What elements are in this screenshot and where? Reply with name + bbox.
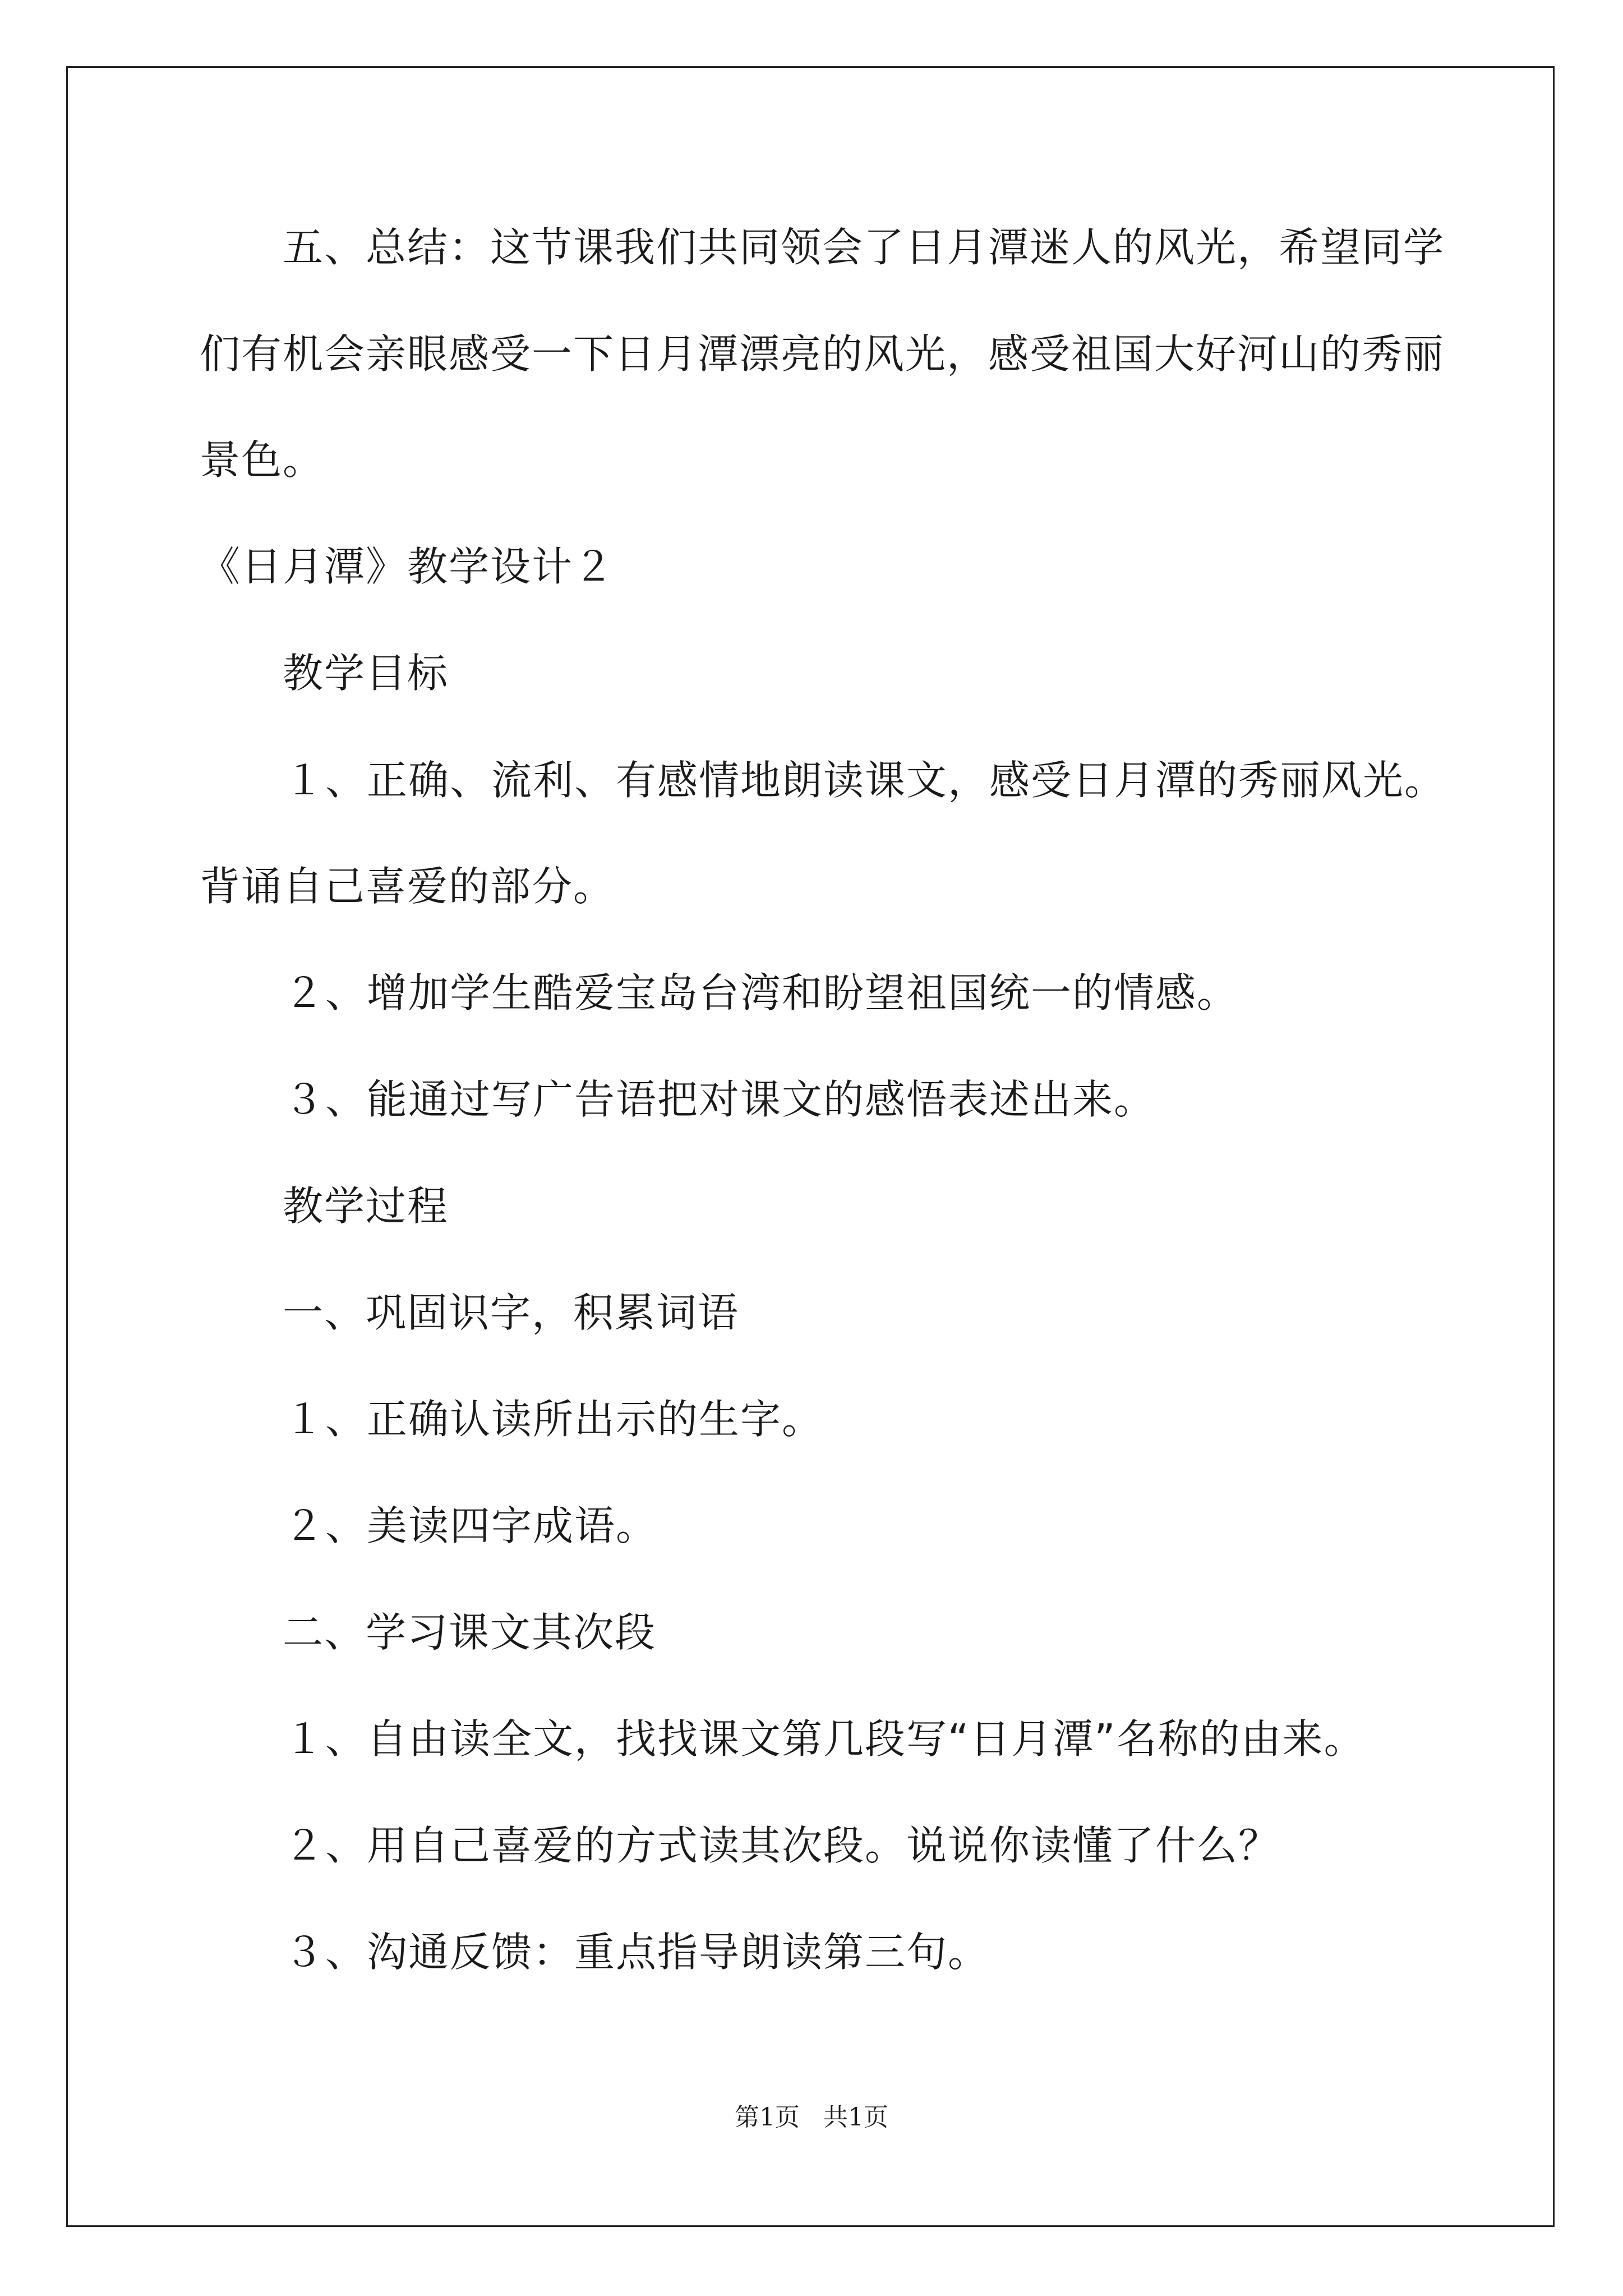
heading-teaching-process: 教学过程 — [283, 1182, 449, 1230]
step-2-heading: 二、学习课文其次段 — [283, 1609, 657, 1656]
step-2-item-1: １、自由读全文，找找课文第几段写“日月潭”名称的由来。 — [284, 1715, 1366, 1763]
current-page-number: 第1页 — [735, 2103, 800, 2132]
total-page-count: 共1页 — [823, 2103, 888, 2132]
page-border — [66, 66, 1555, 2227]
goal-item-3: ３、能通过写广告语把对课文的感悟表述出来。 — [284, 1076, 1156, 1123]
step-1-heading: 一、巩固识字，积累词语 — [283, 1289, 740, 1336]
step-2-item-3: ３、沟通反馈：重点指导朗读第三句。 — [284, 1929, 990, 1976]
section-title: 《日月潭》教学设计２ — [200, 543, 615, 590]
goal-item-1: １、正确、流利、有感情地朗读课文，感受日月潭的秀丽风光。 — [284, 757, 1446, 804]
page-footer — [0, 2101, 1623, 2134]
step-1-item-2: ２、美读四字成语。 — [284, 1502, 658, 1549]
step-1-item-1: １、正确认读所出示的生字。 — [284, 1396, 824, 1443]
goal-item-2: ２、增加学生酷爱宝岛台湾和盼望祖国统一的情感。 — [284, 969, 1239, 1016]
paragraph-summary-line-3: 景色。 — [200, 436, 325, 484]
step-2-item-2: ２、用自己喜爱的方式读其次段。说说你读懂了什么？ — [284, 1822, 1280, 1869]
heading-teaching-goals: 教学目标 — [283, 650, 449, 697]
goal-item-1-continued: 背诵自己喜爱的部分。 — [200, 863, 615, 910]
paragraph-summary-line-2: 们有机会亲眼感受一下日月潭漂亮的风光，感受祖国大好河山的秀丽 — [200, 330, 1445, 378]
paragraph-summary-line-1: 五、总结：这节课我们共同领会了日月潭迷人的风光，希望同学 — [283, 224, 1445, 271]
